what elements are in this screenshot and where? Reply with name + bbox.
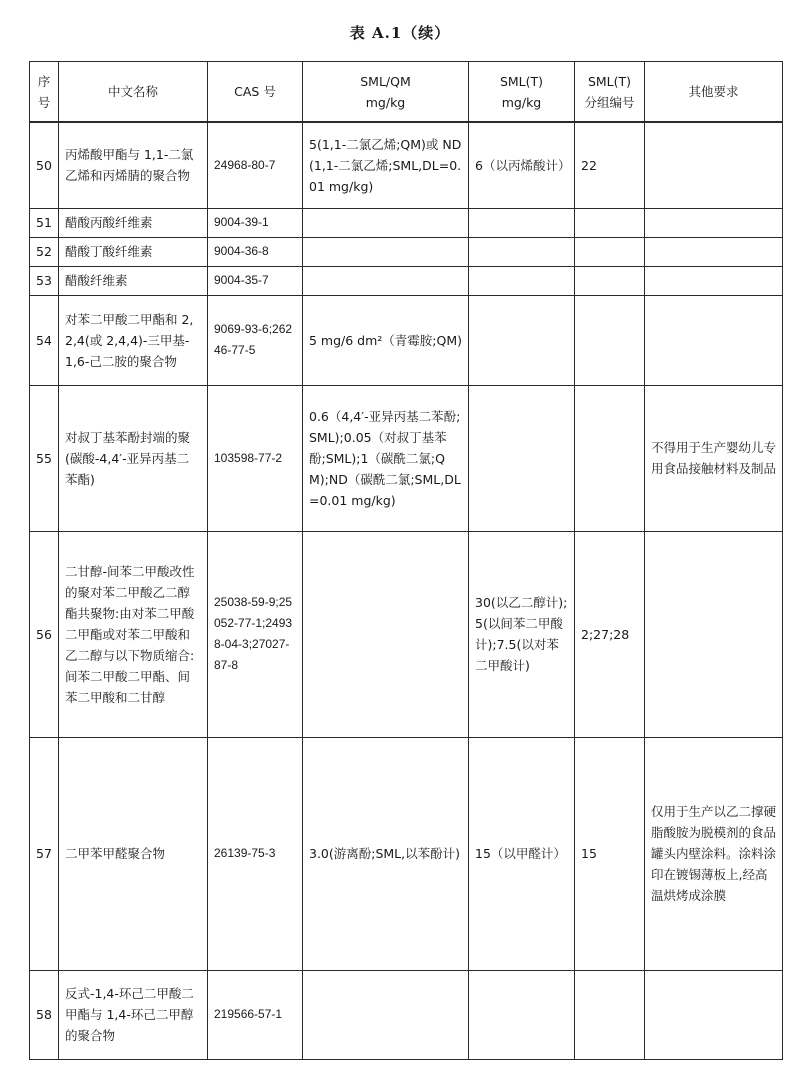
- header-other: 其他要求: [645, 62, 783, 123]
- row-sml-qm: 5(1,1-二氯乙烯;QM)或 ND(1,1-二氯乙烯;SML,DL=0.01 mg/kg): [303, 122, 469, 208]
- row-sml-t: 6（以丙烯酸计）: [469, 122, 575, 208]
- row-sml-qm: [303, 237, 469, 266]
- row-sml-qm: 0.6（4,4′-亚异丙基二苯酚;SML);0.05（对叔丁基苯酚;SML);1（碳酰二氯;QM);ND（碳酰二氯;SML,DL=0.01 mg/kg): [303, 385, 469, 531]
- row-name: 对叔丁基苯酚封端的聚(碳酸-4,4′-亚异丙基二苯酯): [59, 385, 208, 531]
- row-sml-t: [469, 385, 575, 531]
- row-cas: 25038-59-9;25052-77-1;24938-04-3;27027-87-8: [208, 531, 303, 737]
- table-row: [30, 237, 783, 266]
- row-cas: 9004-35-7: [208, 266, 303, 295]
- row-sml-t: [469, 295, 575, 385]
- row-no: 54: [30, 295, 59, 385]
- row-cas: 103598-77-2: [208, 385, 303, 531]
- row-other: [645, 122, 783, 208]
- row-name: 醋酸丙酸纤维素: [59, 208, 208, 237]
- header-cas: CAS 号: [208, 62, 303, 123]
- table-row: [30, 208, 783, 237]
- table-row: [30, 266, 783, 295]
- row-group: [575, 208, 645, 237]
- header-sml-t: [469, 62, 575, 123]
- row-group: [575, 385, 645, 531]
- row-no: 58: [30, 970, 59, 1059]
- row-other: [645, 237, 783, 266]
- header-sml-qm: [303, 62, 469, 123]
- row-group: [575, 295, 645, 385]
- row-name: 二甲苯甲醛聚合物: [59, 737, 208, 970]
- row-sml-t: 15（以甲醛计）: [469, 737, 575, 970]
- row-cas: 9004-39-1: [208, 208, 303, 237]
- row-other: [645, 970, 783, 1059]
- row-name: 反式-1,4-环己二甲酸二甲酯与 1,4-环己二甲醇的聚合物: [59, 970, 208, 1059]
- row-sml-qm: 5 mg/6 dm²（青霉胺;QM): [303, 295, 469, 385]
- row-cas: 24968-80-7: [208, 122, 303, 208]
- header-name: 中文名称: [59, 62, 208, 123]
- header-sml-qm-unit: mg/kg: [365, 94, 406, 110]
- row-group: [575, 266, 645, 295]
- table-row: [30, 385, 783, 531]
- table-title: 表 A.1（续）: [349, 24, 451, 42]
- row-group: 2;27;28: [575, 531, 645, 737]
- header-sml-qm-label: SML/QM: [360, 73, 411, 89]
- row-sml-qm: 3.0(游离酚;SML,以苯酚计): [303, 737, 469, 970]
- row-no: 53: [30, 266, 59, 295]
- row-no: 57: [30, 737, 59, 970]
- row-group: 22: [575, 122, 645, 208]
- row-cas: 26139-75-3: [208, 737, 303, 970]
- row-other: [645, 295, 783, 385]
- row-group: [575, 237, 645, 266]
- row-sml-qm: [303, 208, 469, 237]
- row-other: 仅用于生产以乙二撑硬脂酸胺为脱模剂的食品罐头内壁涂料。涂料涂印在镀锡薄板上,经高温烘烤成涂膜: [645, 737, 783, 970]
- header-group: [575, 62, 645, 123]
- row-sml-t: [469, 237, 575, 266]
- row-no: 51: [30, 208, 59, 237]
- substance-table: [29, 61, 783, 1060]
- header-group-sub: 分组编号: [584, 94, 635, 110]
- table-row: [30, 970, 783, 1059]
- row-name: 对苯二甲酸二甲酯和 2,2,4(或 2,4,4)-三甲基-1,6-己二胺的聚合物: [59, 295, 208, 385]
- row-sml-qm: [303, 970, 469, 1059]
- row-name: 二甘醇-间苯二甲酸改性的聚对苯二甲酸乙二醇酯共聚物:由对苯二甲酸二甲酯或对苯二甲酸和乙二醇与以下物质缩合:间苯二甲酸二甲酯、间苯二甲酸和二甘醇: [59, 531, 208, 737]
- table-row: [30, 531, 783, 737]
- row-cas: 9004-36-8: [208, 237, 303, 266]
- row-sml-qm: [303, 531, 469, 737]
- row-sml-t: [469, 208, 575, 237]
- row-sml-qm: [303, 266, 469, 295]
- row-group: [575, 970, 645, 1059]
- row-no: 55: [30, 385, 59, 531]
- row-no: 56: [30, 531, 59, 737]
- header-sml-t-label: SML(T): [499, 73, 544, 89]
- table-row: [30, 122, 783, 208]
- table-row: [30, 295, 783, 385]
- row-name: 醋酸丁酸纤维素: [59, 237, 208, 266]
- header-sml-t-unit: mg/kg: [501, 94, 542, 110]
- row-name: 丙烯酸甲酯与 1,1-二氯乙烯和丙烯腈的聚合物: [59, 122, 208, 208]
- row-cas: 9069-93-6;26246-77-5: [208, 295, 303, 385]
- row-no: 52: [30, 237, 59, 266]
- row-other: [645, 208, 783, 237]
- row-other: [645, 266, 783, 295]
- row-other: [645, 531, 783, 737]
- header-row: [30, 62, 783, 123]
- row-name: 醋酸纤维素: [59, 266, 208, 295]
- row-no: 50: [30, 122, 59, 208]
- header-no: 序号: [30, 62, 59, 123]
- row-sml-t: [469, 266, 575, 295]
- header-group-label: SML(T): [587, 73, 632, 89]
- row-sml-t: [469, 970, 575, 1059]
- row-cas: 219566-57-1: [208, 970, 303, 1059]
- row-group: 15: [575, 737, 645, 970]
- row-other: 不得用于生产婴幼儿专用食品接触材料及制品: [645, 385, 783, 531]
- row-sml-t: 30(以乙二醇计);5(以间苯二甲酸计);7.5(以对苯二甲酸计): [469, 531, 575, 737]
- table-row: [30, 737, 783, 970]
